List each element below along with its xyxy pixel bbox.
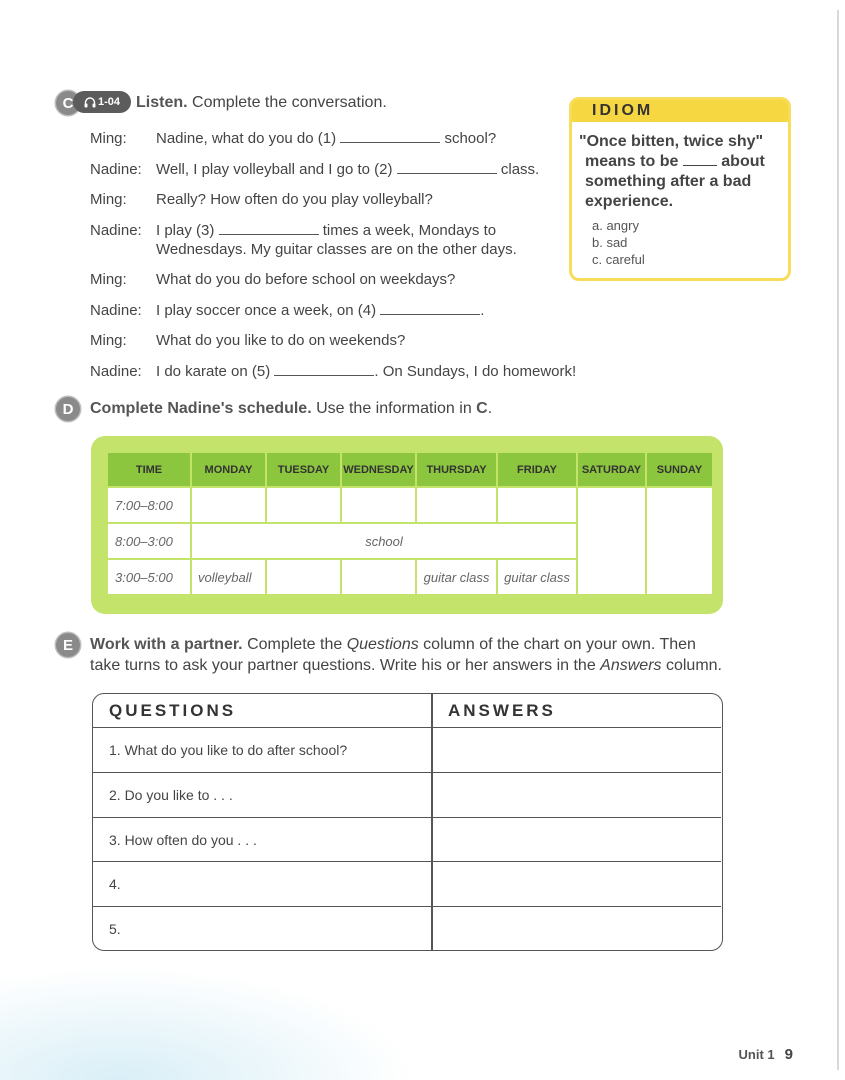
answer-blank[interactable]: [380, 302, 480, 315]
speaker: Nadine:: [90, 363, 142, 380]
col-monday: MONDAY: [191, 452, 266, 487]
speaker: Ming:: [90, 271, 127, 288]
idiom-option-b[interactable]: b. sad: [592, 235, 628, 250]
speaker: Ming:: [90, 191, 127, 208]
conversation-line: [90, 271, 456, 288]
section-d-badge: D: [56, 397, 80, 421]
speaker: Nadine:: [90, 222, 142, 239]
section-c-heading-bold: Listen.: [136, 94, 188, 111]
line-text: I play soccer once a week, on (4): [156, 302, 377, 319]
schedule-cell-saturday[interactable]: [577, 487, 646, 595]
headphones-icon: [84, 97, 96, 108]
section-d-heading-rest: Use the information in: [311, 400, 477, 417]
schedule-cell[interactable]: [266, 559, 341, 595]
audio-track-button[interactable]: [73, 91, 131, 113]
idiom-quote: "Once bitten, twice shy": [579, 133, 764, 150]
section-c-badge: C: [56, 91, 80, 115]
section-e-heading-text: column.: [661, 657, 722, 674]
idiom-means: means to be: [585, 153, 679, 170]
qa-row: [93, 772, 721, 818]
idiom-means-after: about: [721, 153, 765, 170]
line-text-after: school?: [444, 130, 497, 147]
question-text[interactable]: 2. Do you like to . . .: [109, 787, 233, 803]
speaker: Nadine:: [90, 161, 142, 178]
qa-row: [93, 906, 721, 951]
idiom-line4: experience.: [585, 193, 674, 210]
col-thursday: THURSDAY: [416, 452, 497, 487]
line-text: Really? How often do you play volleyball?: [156, 191, 433, 208]
idiom-line3: something after a bad: [585, 173, 752, 190]
schedule-header-row: [107, 452, 713, 487]
page-edge: [837, 10, 839, 1070]
page-number: 9: [784, 1046, 793, 1063]
qa-row: [93, 817, 721, 863]
speaker: Nadine:: [90, 302, 142, 319]
section-c-heading: [136, 94, 387, 112]
questions-answers-table: [92, 693, 723, 951]
answers-header: ANSWERS: [448, 701, 556, 720]
speaker: Ming:: [90, 332, 127, 349]
idiom-title: IDIOM: [572, 100, 788, 122]
page-footer: [739, 1046, 793, 1063]
schedule-cell[interactable]: [341, 559, 416, 595]
answer-blank[interactable]: [340, 130, 440, 143]
school-cell: school: [191, 523, 577, 559]
line-text-after: . On Sundays, I do homework!: [374, 363, 577, 380]
qa-row: [93, 727, 721, 773]
time-cell: 7:00–8:00: [107, 487, 191, 523]
section-e-heading-text: column of the chart on your own. Then: [418, 636, 696, 653]
question-text[interactable]: 3. How often do you . . .: [109, 832, 257, 848]
section-e-heading-italic: Answers: [600, 657, 662, 674]
idiom-blank[interactable]: [683, 153, 717, 166]
volleyball-cell: volleyball: [191, 559, 266, 595]
conversation-line: [90, 332, 406, 349]
idiom-option-a[interactable]: a. angry: [592, 218, 639, 233]
section-d-heading-bold: Complete Nadine's schedule.: [90, 400, 312, 417]
schedule-cell[interactable]: [341, 487, 416, 523]
section-e-badge: E: [56, 633, 80, 657]
col-saturday: SATURDAY: [577, 452, 646, 487]
col-wednesday: WEDNESDAY: [341, 452, 416, 487]
line-text-after: class.: [500, 161, 540, 178]
col-time: TIME: [107, 452, 191, 487]
line-text: Well, I play volleyball and I go to (2): [156, 161, 393, 178]
line-text: I do karate on (5): [156, 363, 271, 380]
idiom-box: [569, 97, 791, 281]
col-friday: FRIDAY: [497, 452, 577, 487]
section-e-heading-line2: [90, 657, 722, 675]
question-text[interactable]: 4.: [109, 876, 121, 892]
section-e-heading-bold: Work with a partner.: [90, 636, 243, 653]
conversation-line: [90, 161, 540, 178]
audio-track-label: 1-04: [97, 96, 121, 108]
section-e-heading-text: take turns to ask your partner questions. Write his or her answers in the: [90, 657, 601, 674]
idiom-text: [579, 132, 785, 212]
conversation-line: [90, 191, 433, 208]
conversation-line: [90, 302, 485, 319]
answer-blank[interactable]: [274, 363, 374, 376]
line-text-after: times a week, Mondays to: [322, 222, 497, 239]
questions-header: QUESTIONS: [109, 701, 237, 720]
answer-blank[interactable]: [219, 222, 319, 235]
line-text: What do you do before school on weekdays?: [156, 271, 456, 288]
time-cell: 3:00–5:00: [107, 559, 191, 595]
answer-blank[interactable]: [397, 161, 497, 174]
qa-row: [93, 861, 721, 907]
schedule-cell[interactable]: [191, 487, 266, 523]
line-text: Nadine, what do you do (1): [156, 130, 337, 147]
question-text[interactable]: 5.: [109, 921, 121, 937]
section-e-heading: [90, 636, 696, 654]
schedule-row: [107, 487, 713, 523]
section-e-heading-italic: Questions: [346, 636, 419, 653]
section-d-heading-ref: C: [476, 400, 488, 417]
line-text-after: .: [480, 302, 485, 319]
conversation-line: [90, 222, 497, 239]
schedule-cell[interactable]: [266, 487, 341, 523]
col-sunday: SUNDAY: [646, 452, 713, 487]
schedule-cell[interactable]: [416, 487, 497, 523]
unit-label: Unit 1: [738, 1047, 775, 1062]
col-tuesday: TUESDAY: [266, 452, 341, 487]
line-text: I play (3): [156, 222, 215, 239]
section-c-heading-rest: Complete the conversation.: [187, 94, 387, 111]
guitar-cell-friday: guitar class: [497, 559, 577, 595]
idiom-option-c[interactable]: c. careful: [592, 252, 645, 267]
question-text[interactable]: 1. What do you like to do after school?: [109, 742, 348, 758]
speaker: Ming:: [90, 130, 127, 147]
schedule-table: [106, 451, 714, 596]
section-d-heading-end: .: [487, 400, 493, 417]
schedule-cell[interactable]: [497, 487, 577, 523]
section-e-heading-text: Complete the: [242, 636, 347, 653]
time-cell: 8:00–3:00: [107, 523, 191, 559]
guitar-cell-thursday: guitar class: [416, 559, 497, 595]
line-text: What do you like to do on weekends?: [156, 332, 406, 349]
section-d-heading: [90, 400, 492, 418]
conversation-line-continued: Wednesdays. My guitar classes are on the other days.: [156, 241, 517, 258]
schedule-cell-sunday[interactable]: [646, 487, 713, 595]
conversation-line: [90, 130, 497, 147]
conversation-line: [90, 363, 577, 380]
